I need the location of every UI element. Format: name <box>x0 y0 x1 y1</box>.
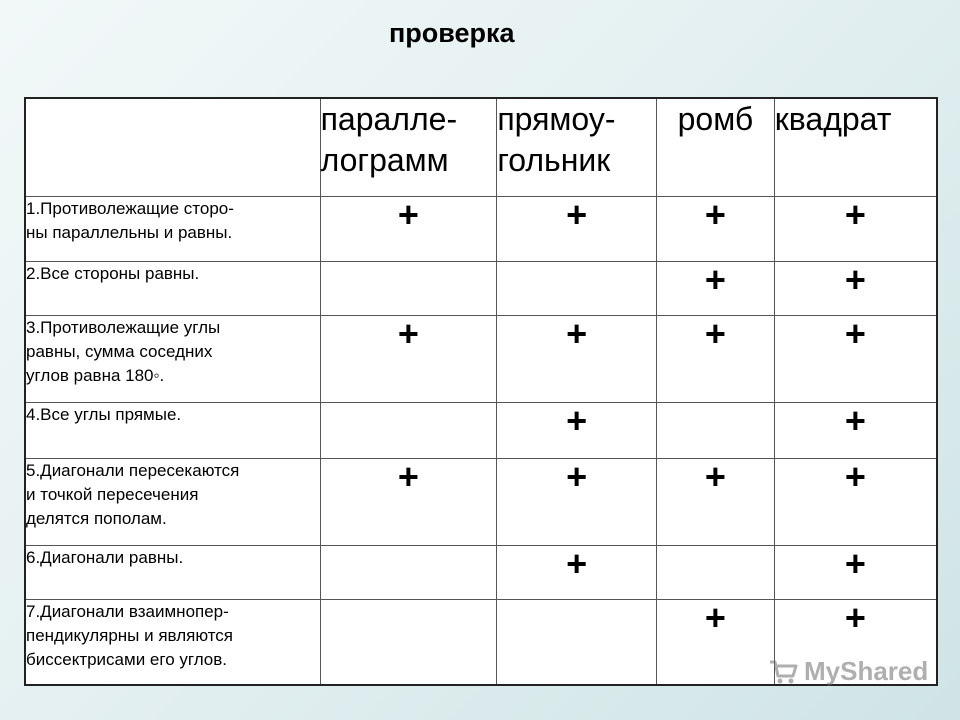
mark-cell: + <box>497 545 657 599</box>
column-header-square <box>774 98 937 196</box>
table-row <box>25 315 937 402</box>
corner-cell <box>25 98 320 196</box>
comparison-table <box>24 97 938 686</box>
label-line: 4.Все углы прямые. <box>26 404 182 424</box>
table-row <box>25 402 937 458</box>
label-line: 6.Диагонали равны. <box>26 547 184 567</box>
mark-cell: + <box>657 315 775 402</box>
mark-cell: + <box>657 599 775 685</box>
property-label <box>25 196 320 261</box>
label-line: биссектрисами его углов. <box>26 649 228 669</box>
table-row <box>25 458 937 545</box>
column-header-rhombus <box>657 98 775 196</box>
mark-cell: + <box>774 261 937 315</box>
mark-cell: + <box>774 315 937 402</box>
label-line: 2.Все стороны равны. <box>26 263 200 283</box>
watermark-text: MyShared <box>804 656 929 686</box>
mark-cell: + <box>657 261 775 315</box>
slide-title: проверка <box>389 18 515 48</box>
label-line: пендикулярны и являются <box>26 625 233 645</box>
label-line: 1.Противолежащие сторо- <box>26 198 234 218</box>
mark-cell: + <box>774 599 937 685</box>
mark-cell <box>497 599 657 685</box>
header-line: ромб <box>677 101 754 137</box>
mark-cell: + <box>774 458 937 545</box>
label-line: делятся пополам. <box>26 508 167 528</box>
mark-cell: + <box>774 196 937 261</box>
mark-cell <box>320 545 497 599</box>
mark-cell <box>497 261 657 315</box>
header-line: гольник <box>497 142 611 178</box>
mark-cell: + <box>774 402 937 458</box>
label-line: 5.Диагонали пересекаются <box>26 460 240 480</box>
mark-cell <box>320 599 497 685</box>
mark-cell: + <box>657 458 775 545</box>
mark-cell: + <box>320 196 497 261</box>
property-label <box>25 402 320 458</box>
header-line: паралле- <box>320 101 458 137</box>
mark-cell: + <box>497 402 657 458</box>
label-line: 7.Диагонали взаимнопер- <box>26 601 229 621</box>
label-line: 3.Противолежащие углы <box>26 317 221 337</box>
shop-cart-icon <box>768 658 798 686</box>
mark-cell <box>320 261 497 315</box>
column-header-rectangle <box>497 98 657 196</box>
label-line: и точкой пересечения <box>26 484 199 504</box>
watermark <box>768 656 928 687</box>
mark-cell: + <box>497 196 657 261</box>
table-row <box>25 196 937 261</box>
header-line: лограмм <box>320 142 449 178</box>
mark-cell: + <box>774 545 937 599</box>
property-label <box>25 315 320 402</box>
header-line: прямоу- <box>497 101 616 137</box>
property-label <box>25 599 320 685</box>
mark-cell: + <box>320 458 497 545</box>
column-header-parallelogram <box>320 98 497 196</box>
mark-cell <box>657 402 775 458</box>
mark-cell <box>320 402 497 458</box>
mark-cell: + <box>497 315 657 402</box>
mark-cell <box>657 545 775 599</box>
label-line: ны параллельны и равны. <box>26 222 233 242</box>
mark-cell: + <box>320 315 497 402</box>
table-row <box>25 545 937 599</box>
header-line: квадрат <box>774 101 892 137</box>
table-row <box>25 261 937 315</box>
label-line: равны, сумма соседних <box>26 341 213 361</box>
label-line: углов равна 180◦. <box>26 365 165 385</box>
property-label <box>25 545 320 599</box>
header-row <box>25 98 937 196</box>
property-label <box>25 458 320 545</box>
mark-cell: + <box>497 458 657 545</box>
mark-cell: + <box>657 196 775 261</box>
property-label <box>25 261 320 315</box>
